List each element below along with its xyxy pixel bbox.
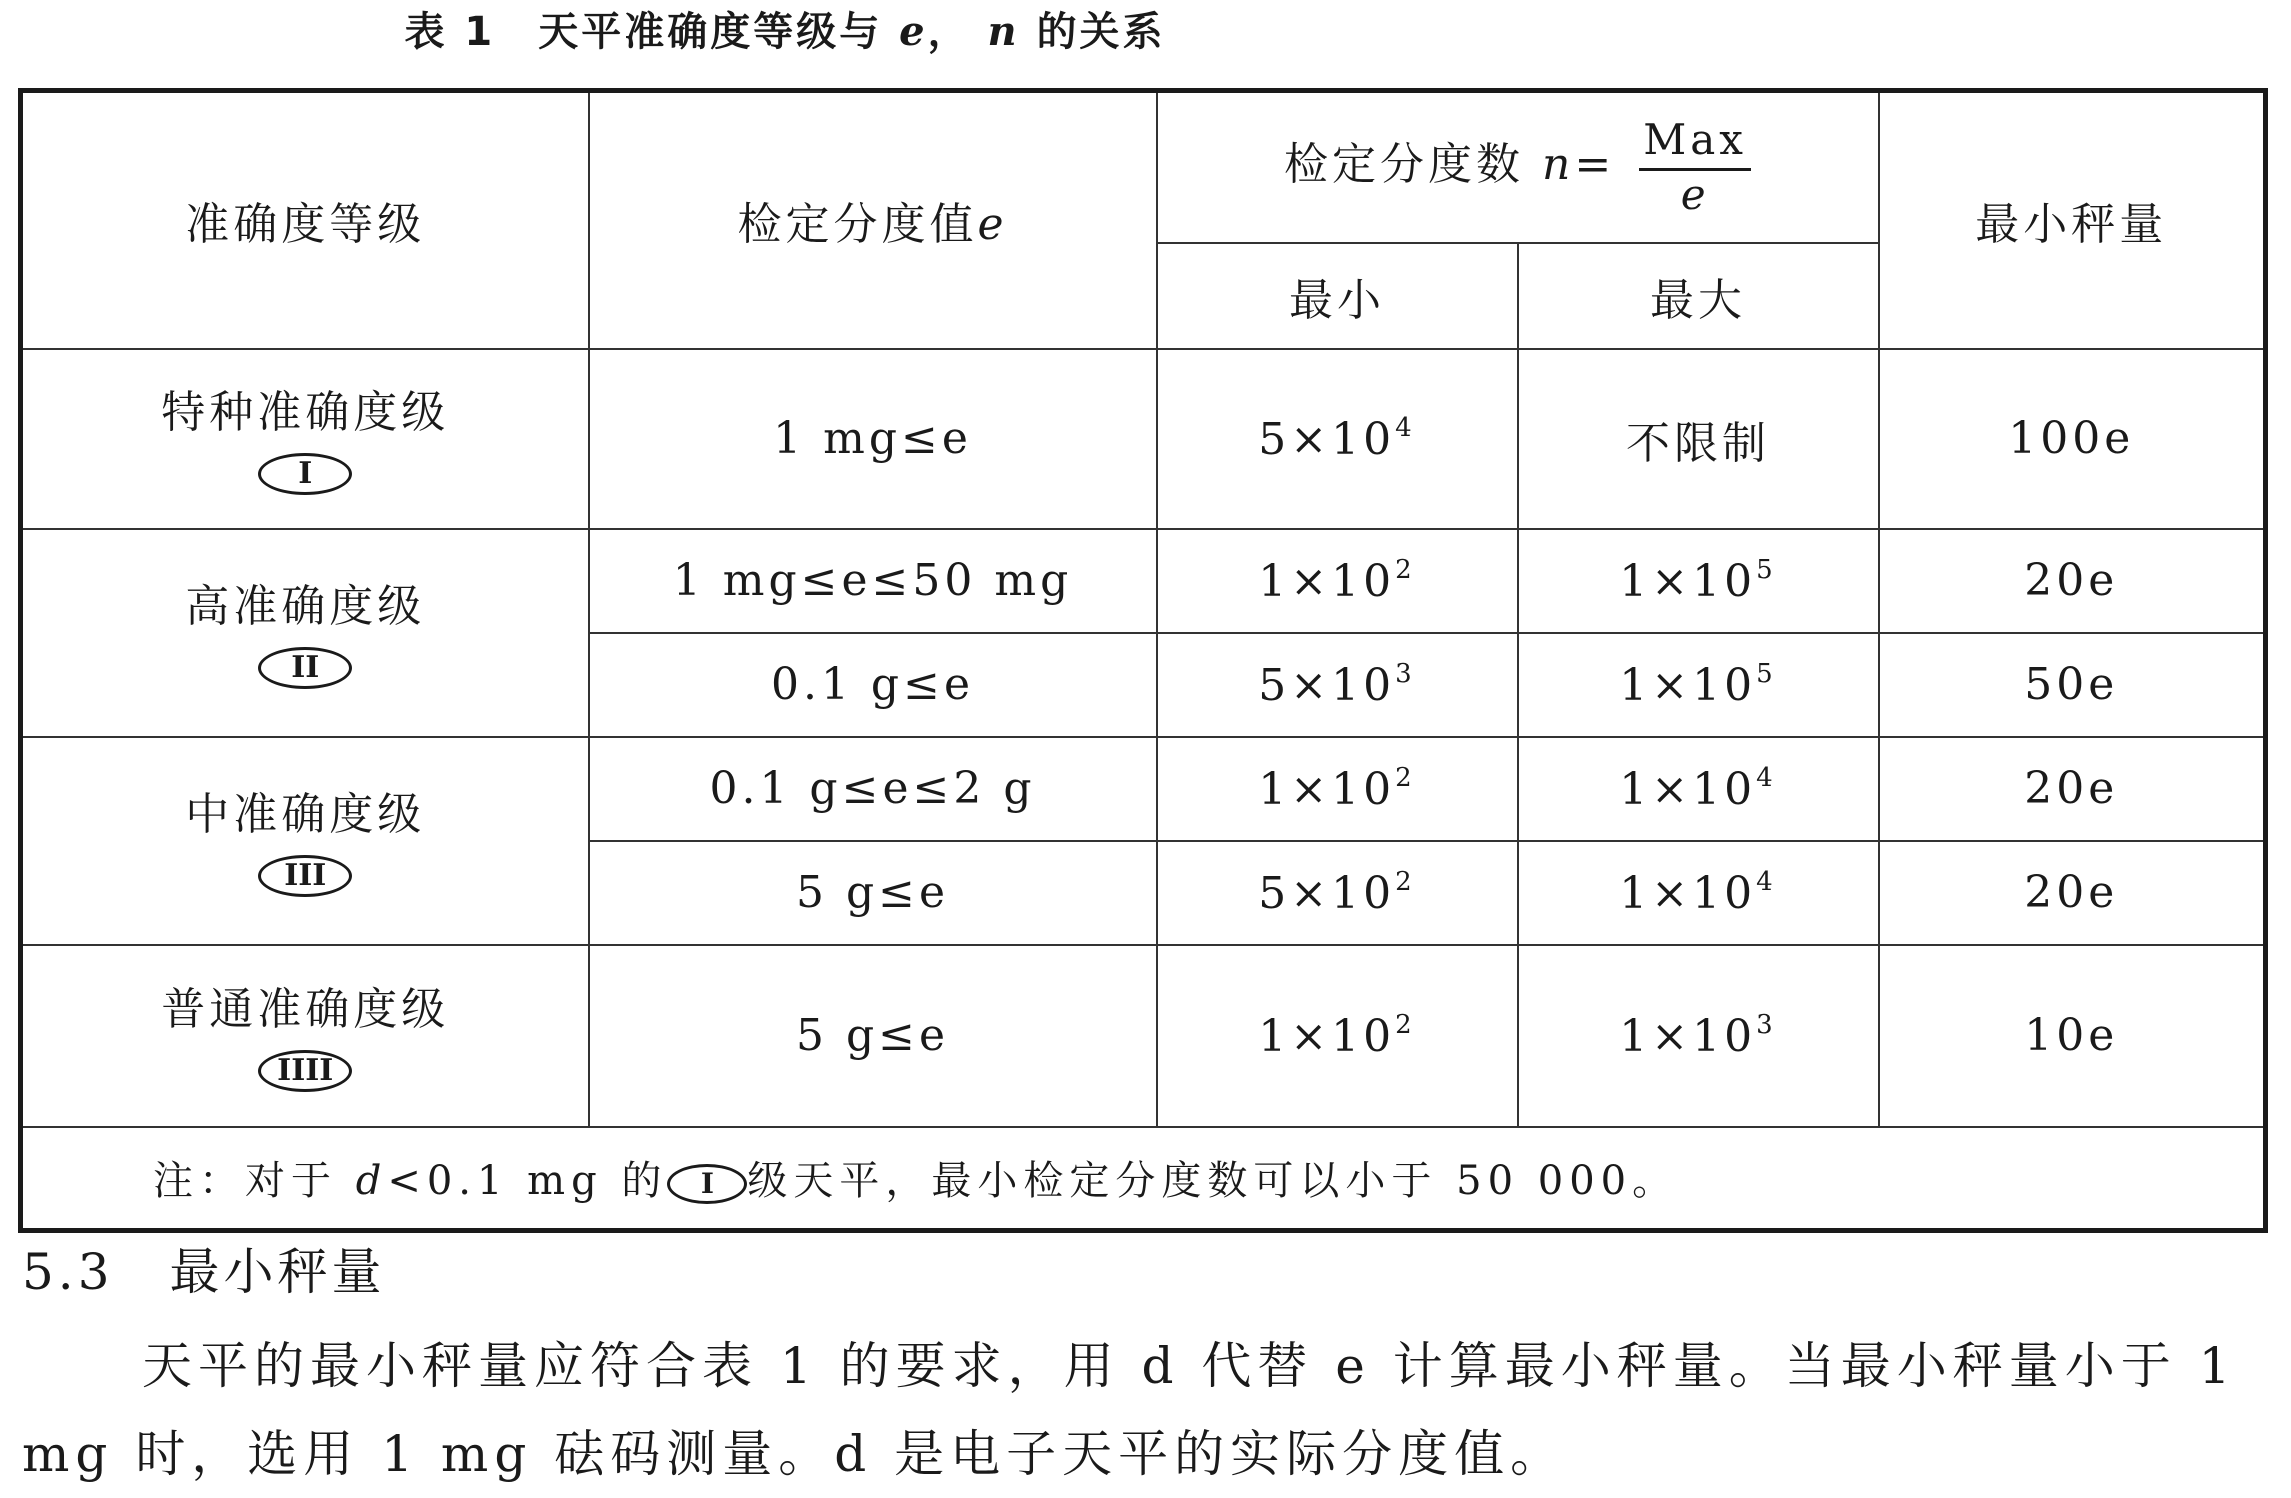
min-cell (1157, 529, 1518, 633)
fraction-denominator: e (1680, 169, 1710, 219)
grade-symbol: I (258, 453, 352, 495)
table-row (21, 737, 2266, 841)
table-caption (0, 2, 1570, 62)
max-exp: 3 (1756, 1009, 1777, 1040)
grade-cell (21, 945, 589, 1127)
header-min-load: 最小秤量 (1879, 91, 2266, 349)
caption-prefix: 表 1 天平准确度等级与 (404, 9, 883, 55)
load-cell: 20e (1879, 529, 2266, 633)
min-exp: 2 (1395, 1009, 1416, 1040)
caption-sep: ， (927, 9, 971, 55)
min-cell (1157, 349, 1518, 529)
min-cell (1157, 945, 1518, 1127)
grade-name: 普通准确度级 (161, 983, 450, 1035)
note-prefix: 注：对于 (153, 1158, 337, 1205)
table-note-row (21, 1127, 2266, 1231)
max-cell (1518, 841, 1879, 945)
grade-name: 特种准确度级 (161, 386, 450, 438)
max-exp: 4 (1756, 866, 1777, 897)
grade-symbol: II (258, 647, 352, 689)
header-n (1157, 91, 1879, 243)
grade-symbol: IIII (258, 1050, 352, 1092)
table-row (21, 945, 2266, 1127)
max-exp: 5 (1756, 554, 1777, 585)
header-n-label: 检定分度数 (1284, 138, 1525, 190)
min-cell (1157, 841, 1518, 945)
grade-cell (21, 529, 589, 737)
grade-symbol: III (258, 855, 352, 897)
header-division-var: e (977, 199, 1008, 251)
max-base: 1×10 (1619, 763, 1757, 815)
load-cell: 100e (1879, 349, 2266, 529)
min-base: 5×10 (1258, 867, 1396, 919)
min-cell (1157, 737, 1518, 841)
fraction-numerator: Max (1639, 116, 1751, 171)
header-n-eq: = (1574, 138, 1616, 190)
min-base: 5×10 (1258, 413, 1396, 465)
min-exp: 2 (1395, 866, 1416, 897)
table-row (21, 529, 2266, 633)
header-division-label: 检定分度值 (737, 199, 978, 251)
min-exp: 4 (1395, 412, 1416, 443)
load-cell: 20e (1879, 737, 2266, 841)
load-cell: 50e (1879, 633, 2266, 737)
note-var: d (355, 1158, 388, 1205)
grade-cell (21, 349, 589, 529)
header-n-var: n (1542, 138, 1575, 190)
header-n-fraction (1639, 116, 1751, 219)
grade-name: 高准确度级 (185, 580, 426, 632)
min-base: 1×10 (1258, 555, 1396, 607)
max-cell (1518, 945, 1879, 1127)
body-paragraph: 天平的最小秤量应符合表 1 的要求，用 d 代替 e 计算最小秤量。当最小秤量小于 1 mg 时，选用 1 mg 砝码测量。d 是电子天平的实际分度值。 (22, 1337, 2237, 1483)
table-row (21, 349, 2266, 529)
max-base: 1×10 (1619, 555, 1757, 607)
header-grade: 准确度等级 (21, 91, 589, 349)
max-cell (1518, 737, 1879, 841)
min-exp: 2 (1395, 762, 1416, 793)
section-number: 5.3 (22, 1243, 114, 1301)
max-exp: 4 (1756, 762, 1777, 793)
max-cell (1518, 633, 1879, 737)
min-base: 1×10 (1258, 763, 1396, 815)
grade-cell (21, 737, 589, 945)
grade-name: 中准确度级 (185, 788, 426, 840)
header-max: 最大 (1518, 243, 1879, 349)
max-exp: 5 (1756, 658, 1777, 689)
note-mid: <0.1 mg 的 (387, 1158, 668, 1205)
max-cell (1518, 529, 1879, 633)
max-cell: 不限制 (1518, 349, 1879, 529)
note-grade-symbol: I (667, 1164, 747, 1204)
min-base: 1×10 (1258, 1010, 1396, 1062)
min-base: 5×10 (1258, 659, 1396, 711)
min-exp: 2 (1395, 554, 1416, 585)
accuracy-table (18, 88, 2268, 1233)
caption-var-e: e (899, 8, 928, 55)
note-suffix: 级天平，最小检定分度数可以小于 50 000。 (747, 1158, 1679, 1205)
caption-var-n: n (987, 8, 1020, 55)
max-base: 1×10 (1619, 867, 1757, 919)
header-division (589, 91, 1157, 349)
section-title: 最小秤量 (169, 1243, 386, 1301)
min-cell (1157, 633, 1518, 737)
header-min: 最小 (1157, 243, 1518, 349)
division-cell: 5 g≤e (589, 945, 1157, 1127)
load-cell: 20e (1879, 841, 2266, 945)
min-exp: 3 (1395, 658, 1416, 689)
table-note (21, 1127, 2266, 1231)
division-cell: 0.1 g≤e (589, 633, 1157, 737)
max-base: 1×10 (1619, 659, 1757, 711)
division-cell: 0.1 g≤e≤2 g (589, 737, 1157, 841)
section-heading (22, 1232, 386, 1312)
division-cell: 1 mg≤e (589, 349, 1157, 529)
caption-suffix: 的关系 (1036, 9, 1166, 55)
division-cell: 1 mg≤e≤50 mg (589, 529, 1157, 633)
load-cell: 10e (1879, 945, 2266, 1127)
division-cell: 5 g≤e (589, 841, 1157, 945)
max-base: 1×10 (1619, 1010, 1757, 1062)
